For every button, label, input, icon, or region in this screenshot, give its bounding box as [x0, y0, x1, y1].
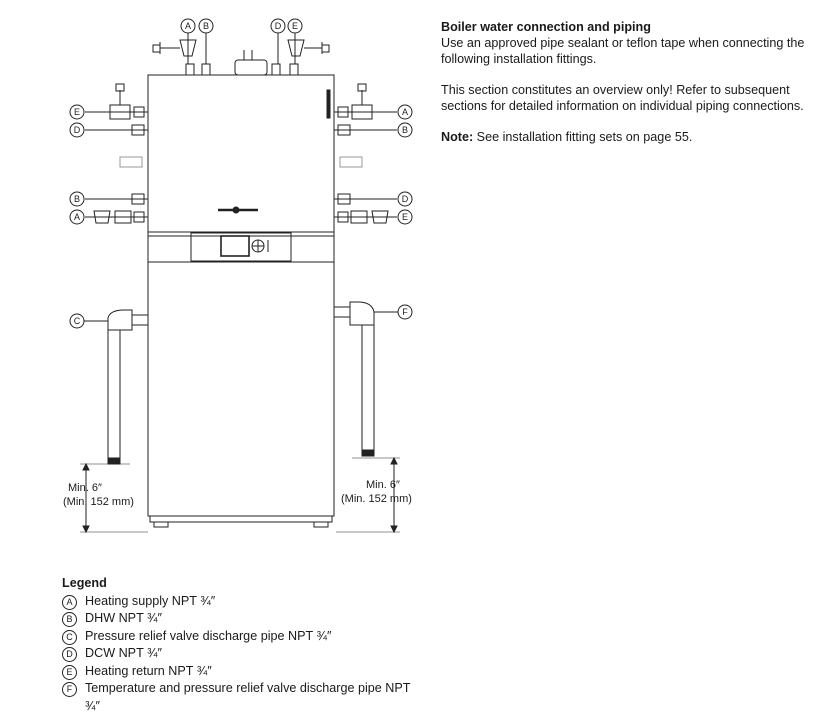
boiler-cabinet	[148, 75, 334, 516]
callout-A-left	[70, 210, 84, 224]
legend-item-text: Heating supply NPT ¾″	[85, 593, 216, 608]
svg-text:E: E	[291, 21, 299, 31]
legend-item-text: DCW NPT ¾″	[85, 646, 162, 660]
overview-paragraph: This section constitutes an overview only! Refer to subsequent sections for detailed information on individual piping connections.	[441, 83, 804, 113]
legend-badge: A	[62, 595, 77, 610]
legend-item-text: Pressure relief valve discharge pipe NPT ¾″	[85, 628, 332, 643]
legend-title: Legend	[62, 576, 107, 590]
legend-badge: B	[62, 612, 77, 627]
left-clearance-label-metric: (Min. 152 mm)	[63, 496, 134, 508]
left-fitting-D	[85, 125, 148, 135]
note-paragraph	[441, 129, 821, 145]
legend-badge: D	[62, 647, 77, 662]
callout-A-top	[181, 19, 195, 33]
svg-text:D: D	[274, 21, 282, 31]
legend-item	[62, 628, 422, 646]
left-fitting-A	[85, 211, 148, 223]
boiler-base	[150, 516, 332, 522]
legend-item	[62, 610, 422, 628]
right-fitting-D	[334, 194, 397, 204]
legend-item-text: Heating return NPT ¾″	[85, 663, 212, 678]
svg-text:B: B	[202, 21, 210, 31]
left-fitting-B	[85, 194, 148, 204]
svg-text:A: A	[73, 212, 81, 222]
legend-item	[62, 645, 422, 663]
svg-text:B: B	[73, 194, 81, 204]
svg-text:E: E	[73, 107, 81, 117]
legend-item	[62, 593, 422, 611]
svg-text:D: D	[401, 194, 409, 204]
top-fitting-A	[153, 30, 196, 64]
callout-A-right	[398, 105, 412, 119]
callout-B-top	[199, 19, 213, 33]
right-fitting-E	[334, 211, 397, 223]
legend-badge: F	[62, 682, 77, 697]
top-connectors	[186, 50, 298, 75]
intro-paragraph: Use an approved pipe sealant or teflon tape when connecting the following installation fittings.	[441, 36, 805, 66]
callout-B-right	[398, 123, 412, 137]
right-clearance-label-metric: (Min. 152 mm)	[341, 493, 412, 505]
left-fitting-blank	[120, 157, 142, 167]
svg-text:B: B	[401, 125, 409, 135]
right-clearance-label: Min. 6″	[366, 479, 400, 491]
instructions-text	[441, 19, 821, 160]
callout-B-left	[70, 192, 84, 206]
legend-badge: E	[62, 665, 77, 680]
legend-item-text: Temperature and pressure relief valve discharge pipe NPT ¾″	[85, 681, 411, 713]
legend-badge: C	[62, 630, 77, 645]
callout-E-right	[398, 210, 412, 224]
svg-text:C: C	[73, 316, 81, 326]
callout-C-left	[70, 314, 84, 328]
section-heading: Boiler water connection and piping	[441, 20, 651, 34]
svg-text:D: D	[73, 125, 81, 135]
cabinet-badge-icon	[327, 90, 330, 118]
right-fitting-blank	[340, 157, 362, 167]
svg-text:A: A	[401, 107, 409, 117]
svg-text:F: F	[402, 307, 408, 317]
legend-item	[62, 663, 422, 681]
svg-text:A: A	[184, 21, 192, 31]
right-fitting-A	[334, 84, 397, 119]
callout-D-left	[70, 123, 84, 137]
left-clearance-label: Min. 6″	[68, 482, 102, 494]
callout-E-left	[70, 105, 84, 119]
legend-item-text: DHW NPT ¾″	[85, 611, 162, 625]
legend	[62, 575, 422, 715]
callout-F-right	[398, 305, 412, 319]
callout-D-top	[271, 19, 285, 33]
right-discharge-pipe	[334, 302, 398, 456]
left-discharge-pipe	[84, 310, 148, 464]
svg-text:E: E	[401, 212, 409, 222]
top-fitting-E	[288, 30, 329, 64]
callout-D-right	[398, 192, 412, 206]
legend-item	[62, 680, 422, 715]
note-label: Note:	[441, 130, 474, 144]
callout-E-top	[288, 19, 302, 33]
right-fitting-B	[334, 125, 397, 135]
note-text: See installation fitting sets on page 55.	[473, 130, 693, 144]
left-fitting-E	[85, 84, 148, 119]
boiler-foot-right	[314, 522, 328, 527]
boiler-foot-left	[154, 522, 168, 527]
